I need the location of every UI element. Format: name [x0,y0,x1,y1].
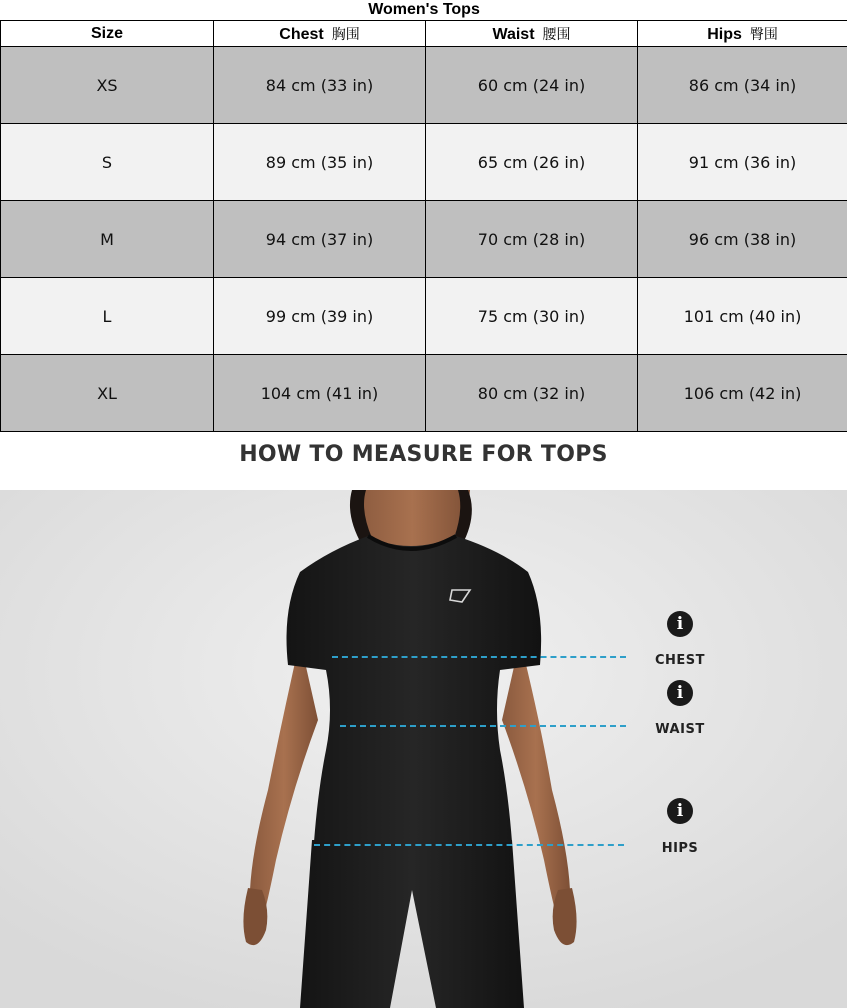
header-waist-cjk: 腰围 [542,26,571,43]
header-chest-label: Chest [279,25,324,43]
table-row [1,201,847,278]
cell-waist: 65 cm (26 in) [426,124,638,201]
cell-size: L [1,278,214,355]
header-waist-label: Waist [492,25,535,43]
chest-measure-line [332,656,626,658]
table-row [1,355,847,432]
table-title: Women's Tops [1,0,847,21]
cell-hips: 91 cm (36 in) [638,124,847,201]
cell-chest: 84 cm (33 in) [214,47,426,124]
chest-label: CHEST [654,653,706,668]
cell-chest: 89 cm (35 in) [214,124,426,201]
hips-measure-line [314,844,624,846]
table-title-row [1,0,847,21]
cell-chest: 99 cm (39 in) [214,278,426,355]
waist-label: WAIST [655,722,705,737]
hips-label: HIPS [661,841,699,856]
header-chest-cjk: 胸围 [331,26,360,43]
header-waist [426,21,638,47]
header-hips-label: Hips [707,25,742,43]
model-figure-illustration [0,490,847,1008]
cell-size: M [1,201,214,278]
table-row [1,47,847,124]
table-header-row [1,21,847,47]
header-size [1,21,214,47]
header-size-label: Size [90,24,123,42]
size-chart-table [0,0,847,432]
cell-hips: 106 cm (42 in) [638,355,847,432]
header-hips-cjk: 臀围 [749,26,778,43]
measure-guide-heading: HOW TO MEASURE FOR TOPS [239,442,608,467]
cell-waist: 70 cm (28 in) [426,201,638,278]
header-hips [638,21,847,47]
chest-info-icon[interactable]: i [667,611,693,637]
table-row [1,278,847,355]
cell-size: S [1,124,214,201]
cell-waist: 80 cm (32 in) [426,355,638,432]
cell-chest: 94 cm (37 in) [214,201,426,278]
hips-info-icon[interactable]: i [667,798,693,824]
cell-hips: 101 cm (40 in) [638,278,847,355]
waist-measure-line [340,725,626,727]
header-chest [214,21,426,47]
cell-size: XS [1,47,214,124]
cell-waist: 75 cm (30 in) [426,278,638,355]
cell-waist: 60 cm (24 in) [426,47,638,124]
table-row [1,124,847,201]
measure-guide-panel [0,490,847,1008]
cell-size: XL [1,355,214,432]
waist-info-icon[interactable]: i [667,680,693,706]
cell-hips: 96 cm (38 in) [638,201,847,278]
cell-chest: 104 cm (41 in) [214,355,426,432]
cell-hips: 86 cm (34 in) [638,47,847,124]
